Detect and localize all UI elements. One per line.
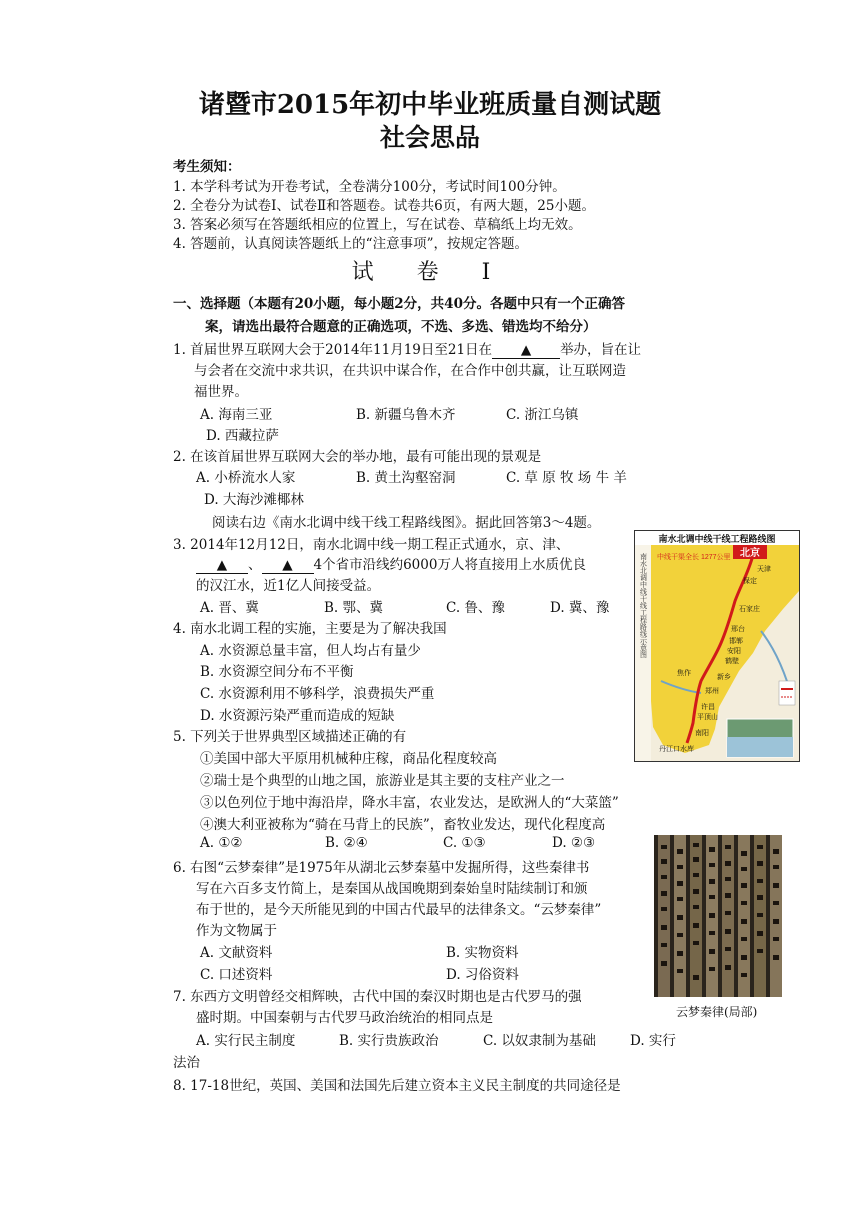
option-c: C. 浙江乌镇 [506, 407, 579, 423]
route-map-graphic [635, 531, 799, 761]
bamboo-slip [738, 835, 750, 997]
question-4-stem: 4. 南水北调工程的实施，主要是为了解决我国 [173, 621, 447, 637]
option-d: D. ②③ [552, 835, 596, 851]
answer-blank: ▲ [196, 557, 248, 574]
question-6-stem: 布于世的，是今天所能见到的中国古代最早的法律条文。“云梦秦律” [196, 902, 602, 918]
question-1-stem: 福世界。 [194, 384, 248, 400]
option-a: A. ①② [200, 835, 243, 851]
question-7-stem: 7. 东西方文明曾经交相辉映，古代中国的秦汉时期也是古代罗马的强 [173, 989, 582, 1005]
option-b: B. 实物资料 [446, 945, 519, 961]
map-city-label: 南阳 [695, 730, 709, 737]
option-a: A. 水资源总量丰富，但人均占有量少 [200, 643, 421, 659]
option-a: A. 文献资料 [200, 945, 273, 961]
option-b: B. 鄂、冀 [324, 600, 384, 616]
map-inset-water [727, 737, 793, 757]
statement: ①美国中部大平原用机械种庄稼，商品化程度较高 [200, 751, 497, 767]
notice-item: 2. 全卷分为试卷Ⅰ、试卷Ⅱ和答题卷。试卷共6页，有两大题，25小题。 [173, 198, 595, 214]
option-d: D. 西藏拉萨 [206, 428, 279, 444]
part-heading: 一、选择题（本题有20小题，每小题2分，共40分。各题中只有一个正确答 [173, 296, 625, 312]
photo-caption: 云梦秦律(局部) [676, 1005, 758, 1019]
option-a: A. 海南三亚 [200, 407, 273, 423]
map-city-label: 北京 [740, 548, 760, 559]
option-d: D. 实行 [630, 1033, 676, 1049]
map-city-label: 保定 [743, 578, 757, 585]
part-heading: 案，请选出最符合题意的正确选项，不选、多选、错选均不给分） [205, 319, 597, 335]
option-d: D. 大海沙滩椰林 [204, 492, 304, 508]
question-5-stem: 5. 下列关于世界典型区域描述正确的有 [173, 729, 407, 745]
bamboo-slip [722, 835, 734, 997]
option-b: B. ②④ [325, 835, 368, 851]
map-city-label: 石家庄 [739, 606, 760, 613]
page-title: 诸暨市2015年初中毕业班质量自测试题 [198, 90, 662, 120]
bamboo-slips-photo [654, 835, 782, 997]
question-1-stem: 与会者在交流中求共识，在共识中谋合作，在合作中创共赢，让互联网造 [194, 363, 626, 379]
option-b: B. 水资源空间分布不平衡 [200, 664, 354, 680]
map-legend [779, 681, 795, 705]
section-title: 试 卷 Ⅰ [351, 260, 509, 285]
map-city-label: 天津 [757, 566, 771, 573]
option-c: C. 口述资料 [200, 967, 273, 983]
map-city-label: 安阳 [727, 648, 741, 655]
option-a: A. 小桥流水人家 [196, 470, 296, 486]
map-title: 南水北调中线干线工程路线图 [658, 534, 776, 544]
question-8-stem: 8. 17-18世纪，英国、美国和法国先后建立资本主义民主制度的共同途径是 [173, 1078, 621, 1094]
option-d: D. 冀、豫 [550, 600, 610, 616]
option-c: C. 草 原 牧 场 牛 羊 [506, 470, 627, 486]
notice-item: 1. 本学科考试为开卷考试，全卷满分100分，考试时间100分钟。 [173, 179, 566, 195]
map-city-label: 丹江口水库 [659, 746, 694, 753]
map-side-label: 南水北调中线干线工程路线示意图 [639, 553, 647, 658]
option-c: C. ①③ [443, 835, 486, 851]
question-6-stem: 作为文物属于 [196, 923, 277, 939]
option-d-continued: 法治 [173, 1055, 200, 1071]
map-city-label: 许昌 [701, 704, 715, 711]
page-subtitle: 社会思品 [379, 123, 480, 152]
option-d: D. 习俗资料 [446, 967, 519, 983]
map-city-label: 焦作 [677, 670, 691, 677]
map-city-label: 鹤壁 [725, 658, 739, 665]
option-c: C. 以奴隶制为基础 [483, 1033, 596, 1049]
question-3-stem: 3. 2014年12月12日，南水北调中线一期工程正式通水，京、津、 [173, 537, 570, 553]
question-3-stem: ▲ 、 ▲ 4个省市沿线约6000万人将直接用上水质优良 [196, 553, 586, 574]
option-b: B. 实行贵族政治 [339, 1033, 439, 1049]
answer-blank: ▲ [262, 557, 314, 574]
bamboo-slip [770, 835, 782, 997]
question-7-stem: 盛时期。中国秦朝与古代罗马政治统治的相同点是 [196, 1010, 493, 1026]
route-map-figure [634, 530, 800, 762]
statement: ③以色列位于地中海沿岸，降水丰富，农业发达，是欧洲人的“大菜篮” [200, 795, 619, 811]
notice-item: 3. 答案必须写在答题纸相应的位置上，写在试卷、草稿纸上均无效。 [173, 217, 582, 233]
notice-item: 4. 答题前，认真阅读答题纸上的“注意事项”，按规定答题。 [173, 236, 528, 252]
question-1-stem: 1. 首届世界互联网大会于2014年11月19日至21日在 ▲ 举办，旨在让 [173, 342, 642, 358]
reading-note: 阅读右边《南水北调中线干线工程路线图》。据此回答第3～4题。 [212, 515, 601, 531]
map-city-label: 邢台 [731, 626, 745, 633]
statement: ②瑞士是个典型的山地之国，旅游业是其主要的支柱产业之一 [200, 773, 565, 789]
option-a: A. 晋、冀 [200, 600, 259, 616]
map-city-label: 新乡 [717, 674, 731, 681]
map-city-label: 郑州 [705, 688, 719, 695]
option-b: B. 黄土沟壑窑洞 [356, 470, 456, 486]
notice-heading: 考生须知： [173, 159, 241, 175]
option-b: B. 新疆乌鲁木齐 [356, 407, 456, 423]
option-a: A. 实行民主制度 [196, 1033, 296, 1049]
bamboo-slips-graphic [654, 835, 782, 997]
answer-blank: ▲ [492, 342, 560, 359]
statement: ④澳大利亚被称为“骑在马背上的民族”，畜牧业发达，现代化程度高 [200, 817, 606, 833]
question-3-stem: 的汉江水，近1亿人间接受益。 [196, 578, 381, 594]
option-d: D. 水资源污染严重而造成的短缺 [200, 708, 395, 724]
question-6-stem: 6. 右图“云梦秦律”是1975年从湖北云梦秦墓中发掘所得，这些秦律书 [173, 860, 590, 876]
map-city-label: 邯郸 [729, 638, 743, 645]
option-c: C. 鲁、豫 [446, 600, 505, 616]
map-length-label: 中线干渠全长 1277公里 [657, 554, 731, 561]
question-6-stem: 写在六百多支竹简上，是秦国从战国晚期到秦始皇时陆续制订和颁 [196, 881, 588, 897]
option-c: C. 水资源利用不够科学，浪费损失严重 [200, 686, 435, 702]
map-city-label: 平顶山 [697, 714, 718, 721]
question-2-stem: 2. 在该首届世界互联网大会的举办地，最有可能出现的景观是 [173, 449, 542, 465]
